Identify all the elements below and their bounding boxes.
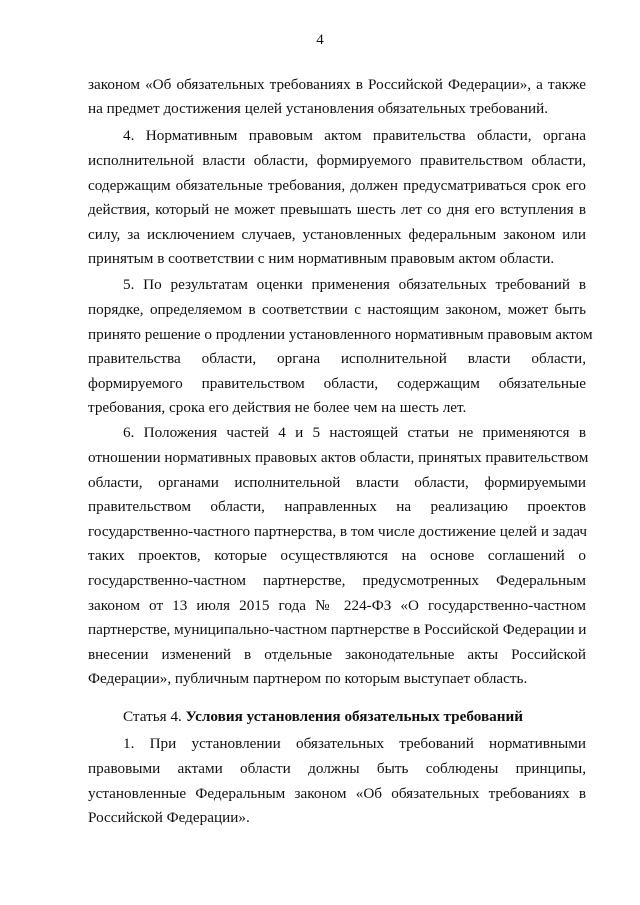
text-line: исполнительной власти области, формируемого правительством области, <box>88 152 586 169</box>
text-line: на предмет достижения целей установления обязательных требований. <box>88 100 549 117</box>
article-number: Статья 4. <box>123 708 182 725</box>
text-line: установленные Федеральным законом «Об обязательных требованиях в <box>88 785 586 802</box>
text-line: Российской Федерации». <box>88 809 250 826</box>
text-line: Федерации», публичным партнером по которым выступает область. <box>88 670 528 687</box>
text-line: правовыми актами области должны быть соблюдены принципы, <box>88 760 586 777</box>
text-line: отношении нормативных правовых актов области, принятых правительством <box>88 449 589 466</box>
text-line: действия, который не может превышать шесть лет со дня его вступления в <box>88 201 586 218</box>
text-line: таких проектов, которые осуществляются на основе соглашений о <box>88 547 586 564</box>
text-line: 4. Нормативным правовым актом правительства области, органа <box>123 127 586 144</box>
text-line: правительством области, направленных на реализацию проектов <box>88 498 586 515</box>
text-line: области, органами исполнительной власти области, формируемыми <box>88 474 586 491</box>
text-line: законом от 13 июля 2015 года № 224-ФЗ «О государственно-частном <box>88 597 586 614</box>
text-line: содержащим обязательные требования, должен предусматриваться срок его <box>88 177 586 194</box>
text-line: государственно-частном партнерстве, предусмотренных Федеральным <box>88 572 586 589</box>
text-line: правительства области, органа исполнительной власти области, <box>88 350 586 367</box>
text-line: законом «Об обязательных требованиях в Российской Федерации», а также <box>88 76 586 93</box>
text-line: 5. По результатам оценки применения обязательных требований в <box>123 276 586 293</box>
text-line: внесении изменений в отдельные законодательные акты Российской <box>88 646 586 663</box>
text-line: порядке, определяемом в соответствии с настоящим законом, может быть <box>88 301 586 318</box>
page-number: 4 <box>316 32 324 48</box>
text-line: 6. Положения частей 4 и 5 настоящей статьи не применяются в <box>123 424 586 441</box>
text-line: государственно-частного партнерства, в том числе достижение целей и задач <box>88 523 587 540</box>
text-line: принятым в соответствии с ним нормативным правовым актом области. <box>88 250 555 267</box>
text-line: партнерстве, муниципально-частном партнерстве в Российской Федерации и <box>88 621 587 638</box>
text-line: принято решение о продлении установленного нормативным правовым актом <box>88 326 593 343</box>
text-line: силу, за исключением случаев, установленных федеральным законом или <box>88 226 586 243</box>
text-line: формируемого правительством области, содержащим обязательные <box>88 375 586 392</box>
text-line: требования, срока его действия не более чем на шесть лет. <box>88 399 467 416</box>
article-heading <box>123 705 586 729</box>
text-line: 1. При установлении обязательных требований нормативными <box>123 735 586 752</box>
article-title: Условия установления обязательных требований <box>185 708 524 725</box>
